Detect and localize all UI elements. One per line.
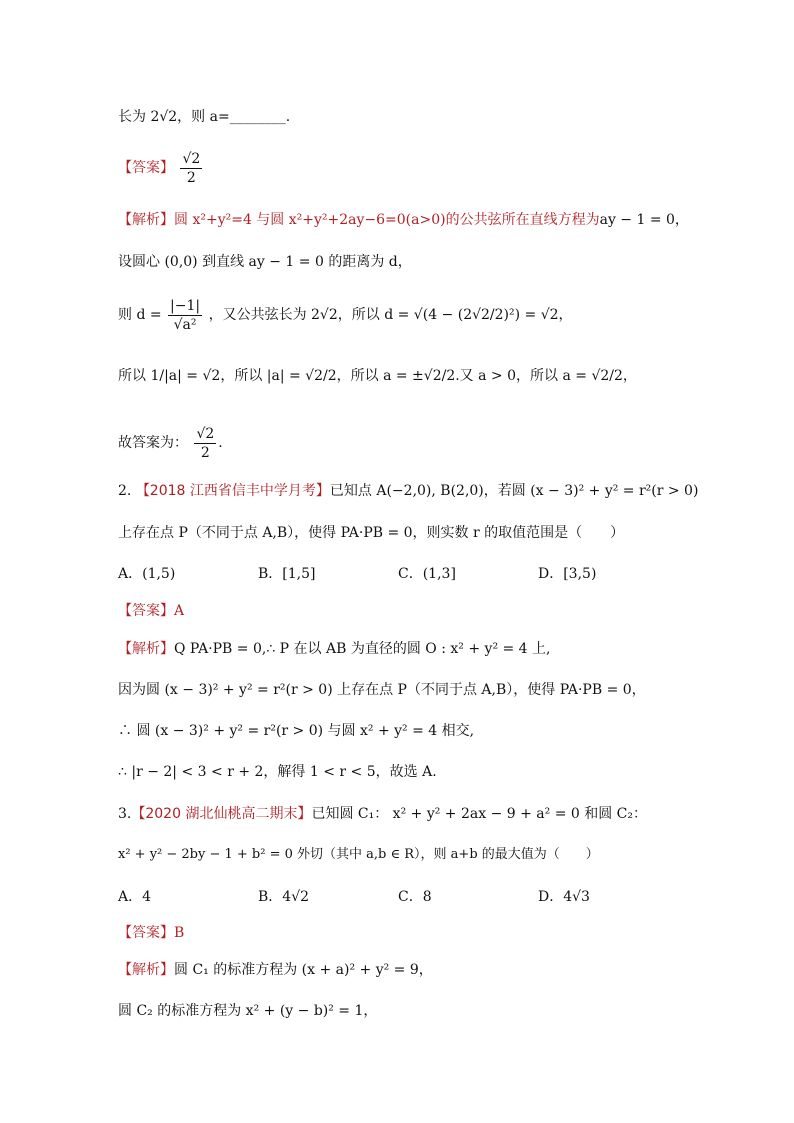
fraction-denominator: 2 (186, 169, 196, 186)
solution-3-line-2 (118, 1001, 734, 1021)
solution-2-line-2 (118, 680, 734, 700)
option-c: C．8 (398, 889, 432, 905)
solution-text: ∴ |r − 2| < 3 < r + 2，解得 1 < r < 5，故选 A. (118, 764, 437, 780)
solution-text: ∴ 圆 (x − 3)² + y² = r²(r > 0) 与圆 x² + y² = 4 相交, (118, 723, 475, 739)
question-2-line-1 (118, 481, 734, 501)
solution-1-line-1 (118, 210, 734, 230)
option-a: A．4 (118, 889, 152, 905)
fraction-denominator: 2 (200, 444, 210, 461)
question-line-end (118, 107, 734, 127)
question-3-line-2 (118, 845, 734, 865)
answer-value: A (174, 603, 185, 619)
question-source: 【2018 江西省信丰中学月考】 (135, 483, 330, 499)
answer-value: B (174, 925, 185, 941)
solution-2-line-3 (118, 721, 734, 741)
solution-text-red: 圆 x²+y²=4 与圆 x²+y²+2ay−6=0(a>0)的公共弦所在直线方程为 (174, 212, 600, 228)
solution-text: ay − 1 = 0， (599, 212, 689, 228)
solution-text: 圆 C₁ 的标准方程为 (x + a)² + y² = 9， (174, 962, 433, 978)
option-c: C．(1,3] (398, 566, 456, 582)
solution-1-line-2 (118, 252, 734, 272)
solution-1-line-5 (118, 420, 734, 466)
answer-2 (118, 601, 734, 621)
option-d: D．[3,5) (538, 566, 597, 582)
option-b: B．4√2 (258, 889, 310, 905)
fraction-denominator: √a² (173, 316, 197, 333)
question-text: 已知圆 C₁： x² + y² + 2ax − 9 + a² = 0 和圆 C₂： (311, 806, 648, 822)
solution-1-line-4 (118, 366, 734, 386)
answer-label: 【答案】 (118, 160, 174, 176)
solution-text: . (218, 435, 223, 451)
question-text: 已知点 A(−2,0), B(2,0)，若圆 (x − 3)² + y² = r²(r > 0) (329, 483, 699, 499)
question-3-options (118, 887, 734, 907)
solution-label: 【解析】 (118, 212, 174, 228)
fraction-numerator: √2 (182, 150, 201, 167)
distance-fraction (168, 297, 202, 334)
solution-label: 【解析】 (118, 962, 174, 978)
solution-text: 圆 C₂ 的标准方程为 x² + (y − b)² = 1， (118, 1003, 378, 1019)
question-source: 【2020 湖北仙桃高二期末】 (131, 806, 312, 822)
answer-label: 【答案】 (118, 925, 174, 941)
fraction-numerator: √2 (196, 425, 215, 442)
option-d: D．4√3 (538, 889, 590, 905)
solution-text: ，又公共弦长为 2√2，所以 d = √(4 − (2√2/2)²) = √2， (208, 307, 573, 323)
solution-text: 因为圆 (x − 3)² + y² = r²(r > 0) 上存在点 P（不同于点 A,B），使得 PA·PB = 0， (118, 682, 646, 698)
question-number: 2. (118, 483, 132, 499)
answer-label: 【答案】 (118, 603, 174, 619)
solution-text: Q PA·PB = 0,∴ P 在以 AB 为直径的圆 O : x² + y² = 4 上, (174, 641, 551, 657)
option-a: A．(1,5) (118, 566, 176, 582)
question-text: 长为 2√2，则 a=________. (118, 109, 291, 125)
fraction-numerator: |−1| (170, 297, 201, 314)
final-fraction (194, 425, 216, 462)
solution-text: 所以 1/|a| = √2，所以 |a| = √2/2，所以 a = ±√2/2.又 a > 0，所以 a = √2/2， (118, 368, 637, 384)
solution-label: 【解析】 (118, 641, 174, 657)
answer-fraction (180, 150, 202, 187)
question-text: x² + y² − 2by − 1 + b² = 0 外切（其中 a,b ∈ R），则 a+b 的最大值为（ ） (118, 847, 599, 862)
question-2-line-2 (118, 523, 734, 543)
solution-3-line-1 (118, 960, 734, 980)
solution-text: 则 d = (118, 307, 162, 323)
question-3-line-1 (118, 804, 734, 824)
answer-1 (118, 148, 734, 188)
question-text: 上存在点 P（不同于点 A,B），使得 PA·PB = 0，则实数 r 的取值范围是（ ） (118, 525, 625, 541)
solution-text: 故答案为： (118, 435, 188, 451)
solution-2-line-1 (118, 639, 734, 659)
question-number: 3. (118, 806, 132, 822)
option-b: B．[1,5] (258, 566, 316, 582)
answer-3 (118, 923, 734, 943)
question-2-options (118, 564, 734, 584)
solution-text: 设圆心 (0,0) 到直线 ay − 1 = 0 的距离为 d， (118, 254, 412, 270)
solution-2-line-4 (118, 762, 734, 782)
solution-1-line-3 (118, 292, 734, 338)
